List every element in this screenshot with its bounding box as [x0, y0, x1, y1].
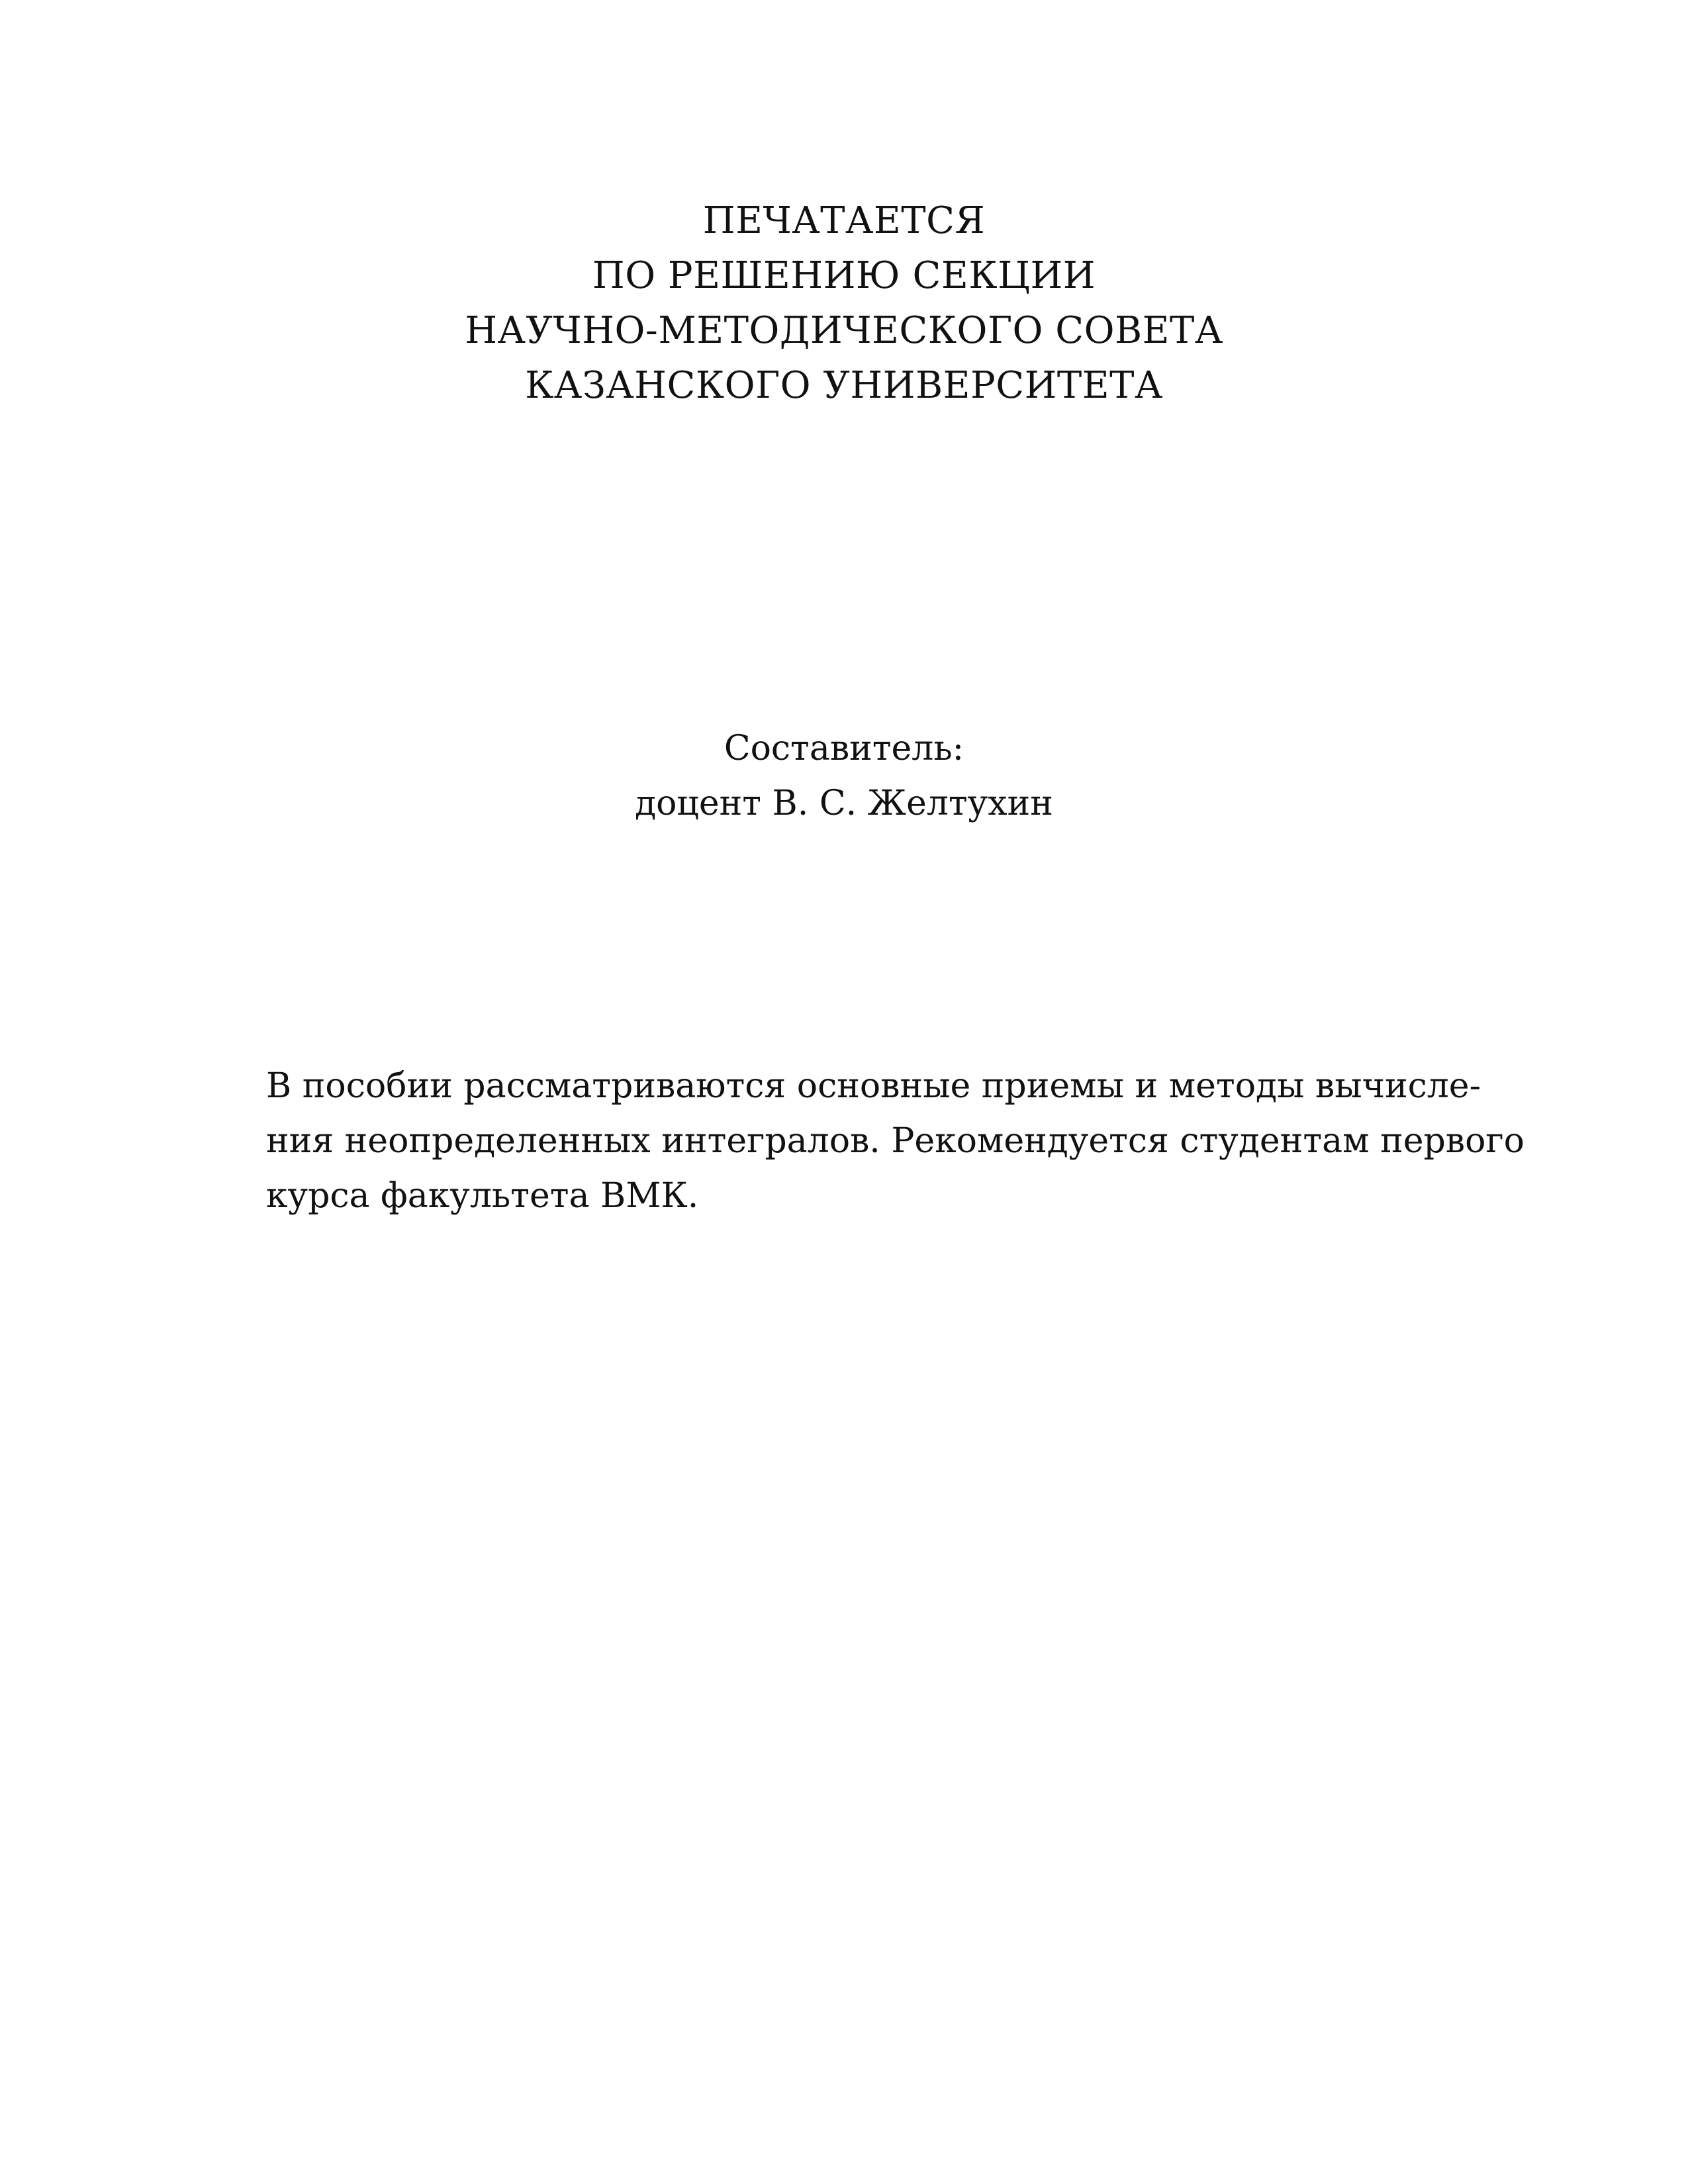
- approval-line: НАУЧНО-МЕТОДИЧЕСКОГО СОВЕТА: [465, 309, 1223, 352]
- approval-line: ПЕЧАТАЕТСЯ: [702, 199, 986, 242]
- approval-line: КАЗАНСКОГО УНИВЕРСИТЕТА: [525, 364, 1163, 407]
- abstract-paragraph: [266, 1059, 1524, 1224]
- abstract-line: В пособии рассматриваются основные приемы и методы вычисле-: [266, 1066, 1481, 1106]
- approval-notice: [0, 193, 1688, 413]
- approval-line: ПО РЕШЕНИЮ СЕКЦИИ: [592, 254, 1096, 297]
- compiler-label: Составитель:: [724, 729, 964, 768]
- compiler-name: доцент В. С. Желтухин: [635, 784, 1053, 823]
- abstract-line: курса факультета ВМК.: [266, 1176, 699, 1216]
- abstract-line: ния неопределенных интегралов. Рекомендуется студентам первого: [266, 1121, 1524, 1161]
- compiler-block: [0, 721, 1688, 831]
